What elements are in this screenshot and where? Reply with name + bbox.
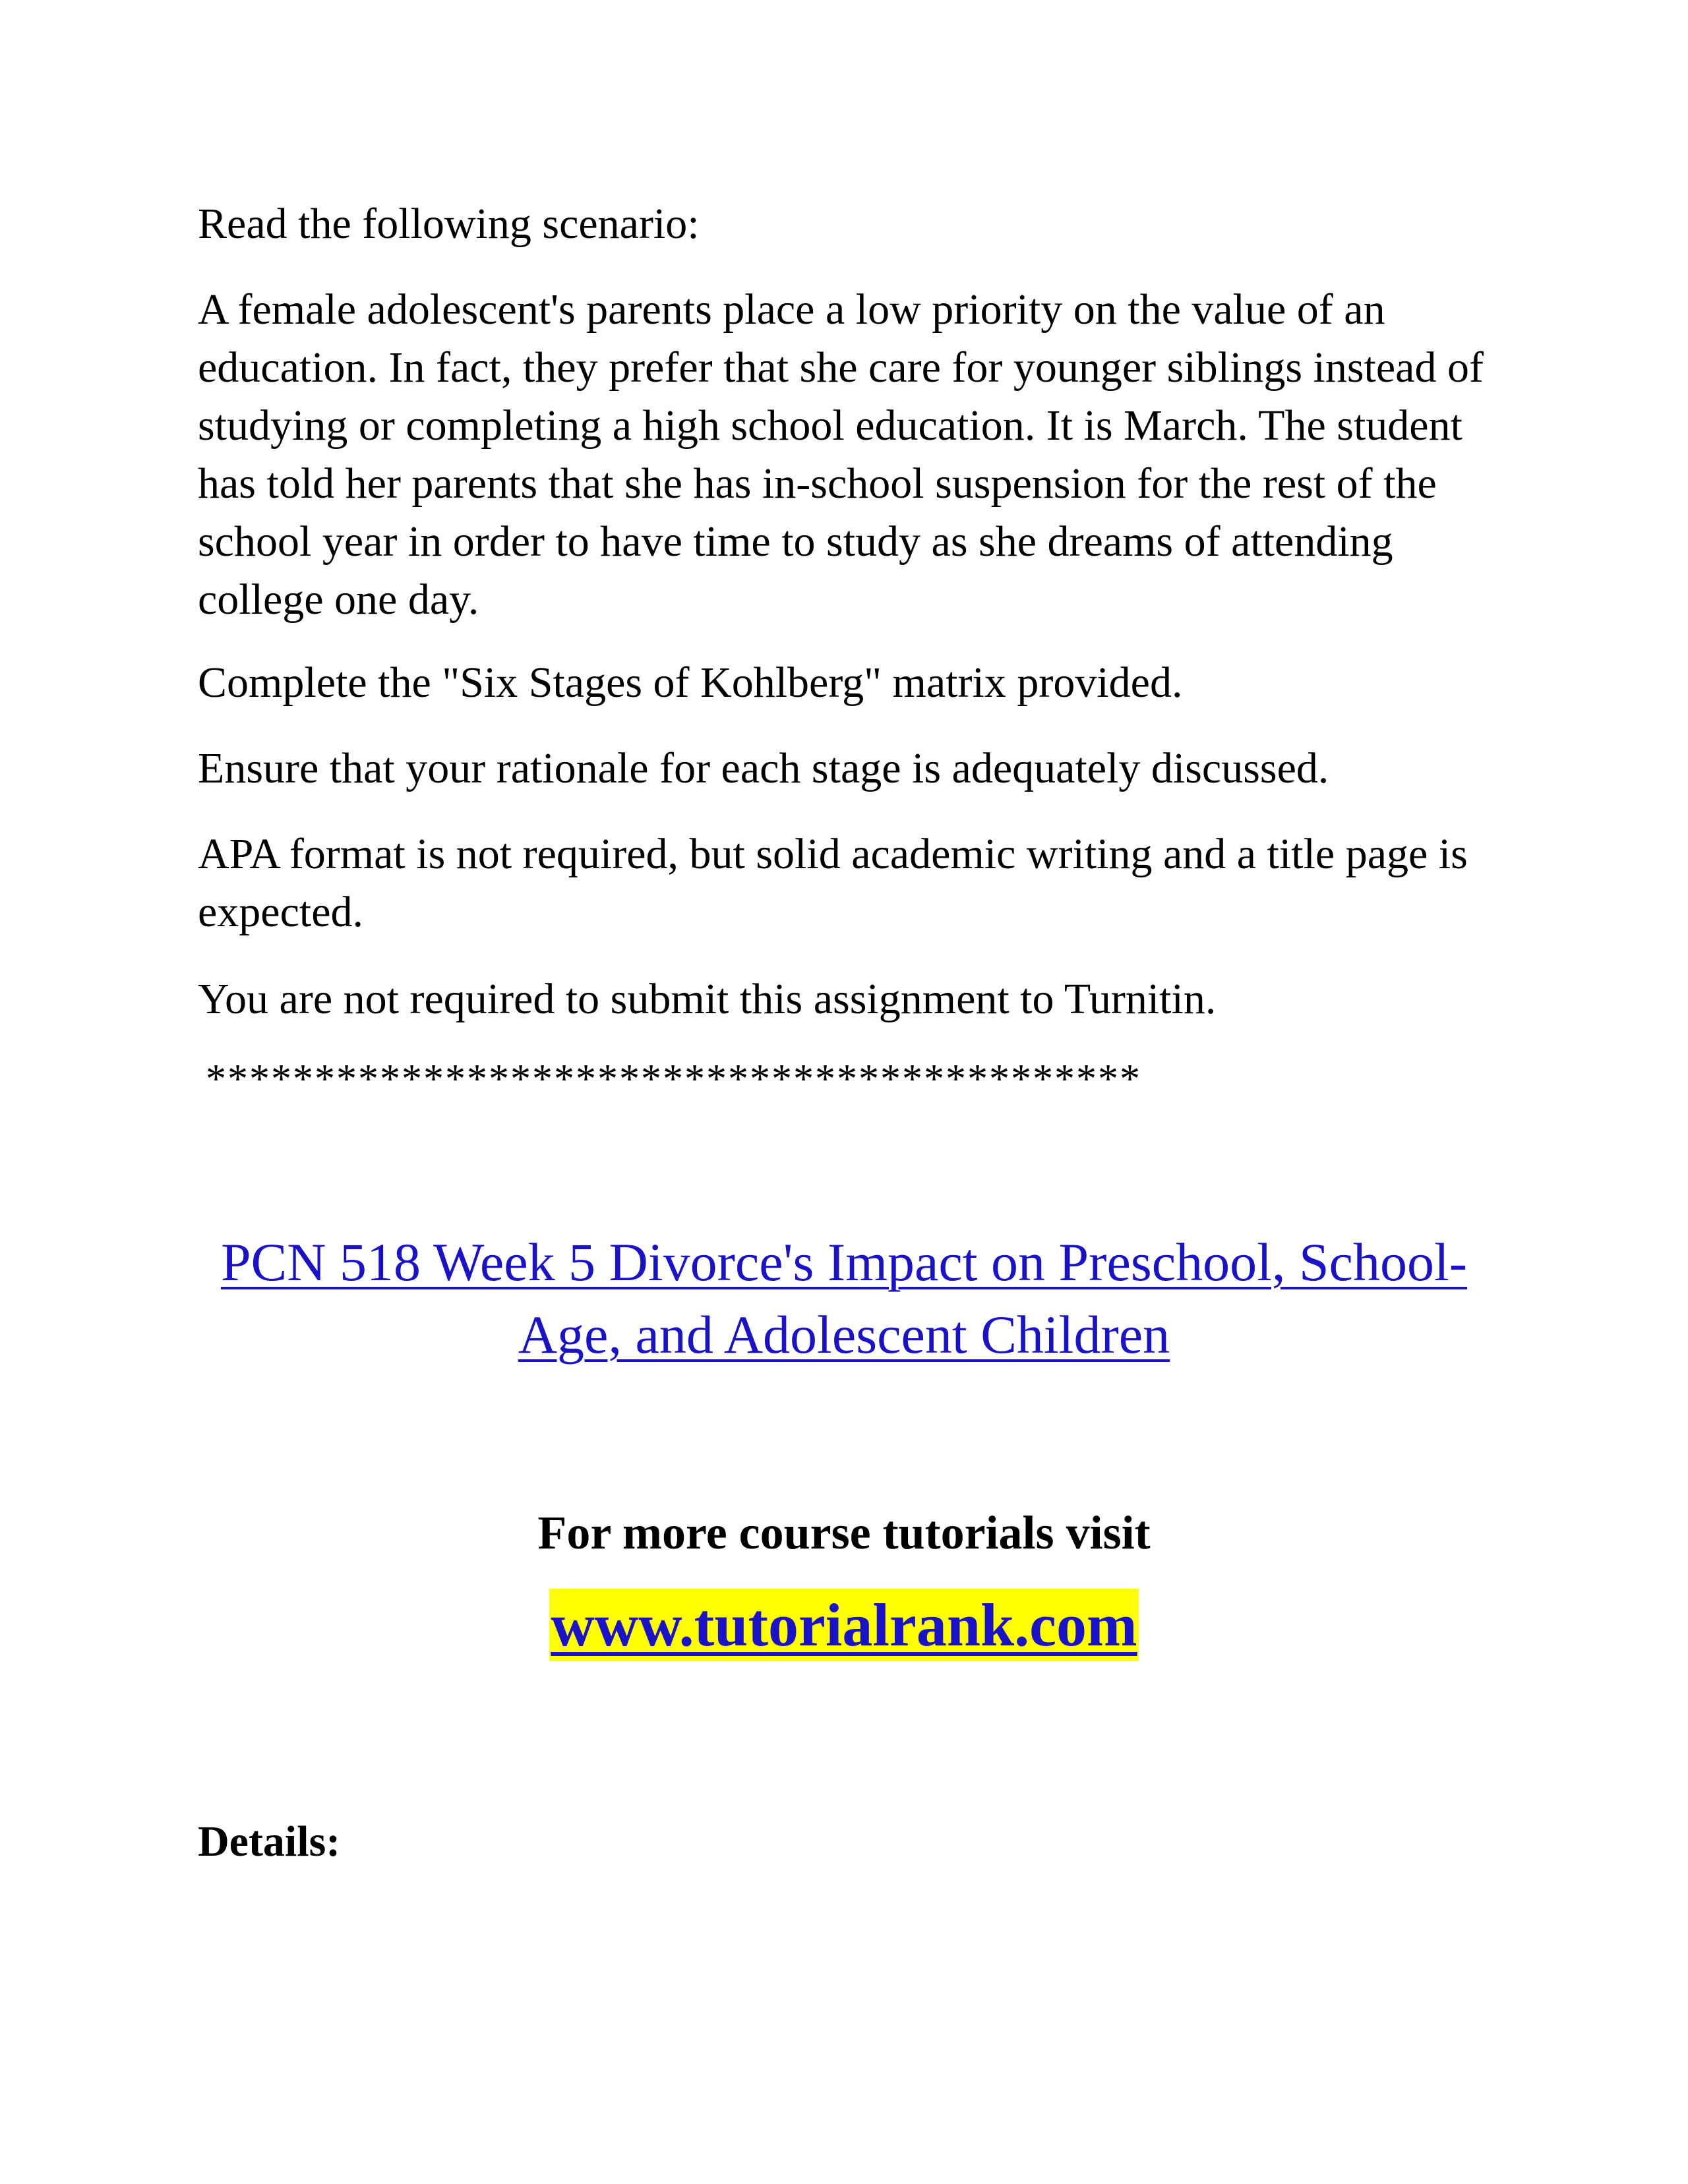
site-link-container [198,1589,1490,1661]
intro-text: Read the following scenario: [198,200,700,248]
rationale-instruction: Ensure that your rationale for each stage is adequately discussed. [198,744,1329,792]
separator-stars: ******************************************* [206,1057,1141,1102]
more-tutorials-heading: For more course tutorials visit [537,1506,1151,1559]
scenario-paragraph: A female adolescent's parents place a low priority on the value of an education. In fact, they prefer that she care for younger siblings instead of studying or completing a high school education. It is March. The student has told her parents that she has in-school suspension for the rest of the school year in order to have time to study as she dreams of attending college one day. [198,285,1484,624]
next-assignment-link[interactable]: PCN 518 Week 5 Divorce's Impact on Preschool, School-Age, and Adolescent Children [220,1232,1468,1365]
tutorialrank-link[interactable]: www.tutorialrank.com [549,1589,1138,1661]
details-label: Details: [198,1817,341,1866]
turnitin-note: You are not required to submit this assignment to Turnitin. [198,975,1217,1023]
apa-note: APA format is not required, but solid academic writing and a title page is expected. [198,830,1468,936]
matrix-instruction: Complete the "Six Stages of Kohlberg" matrix provided. [198,659,1183,707]
